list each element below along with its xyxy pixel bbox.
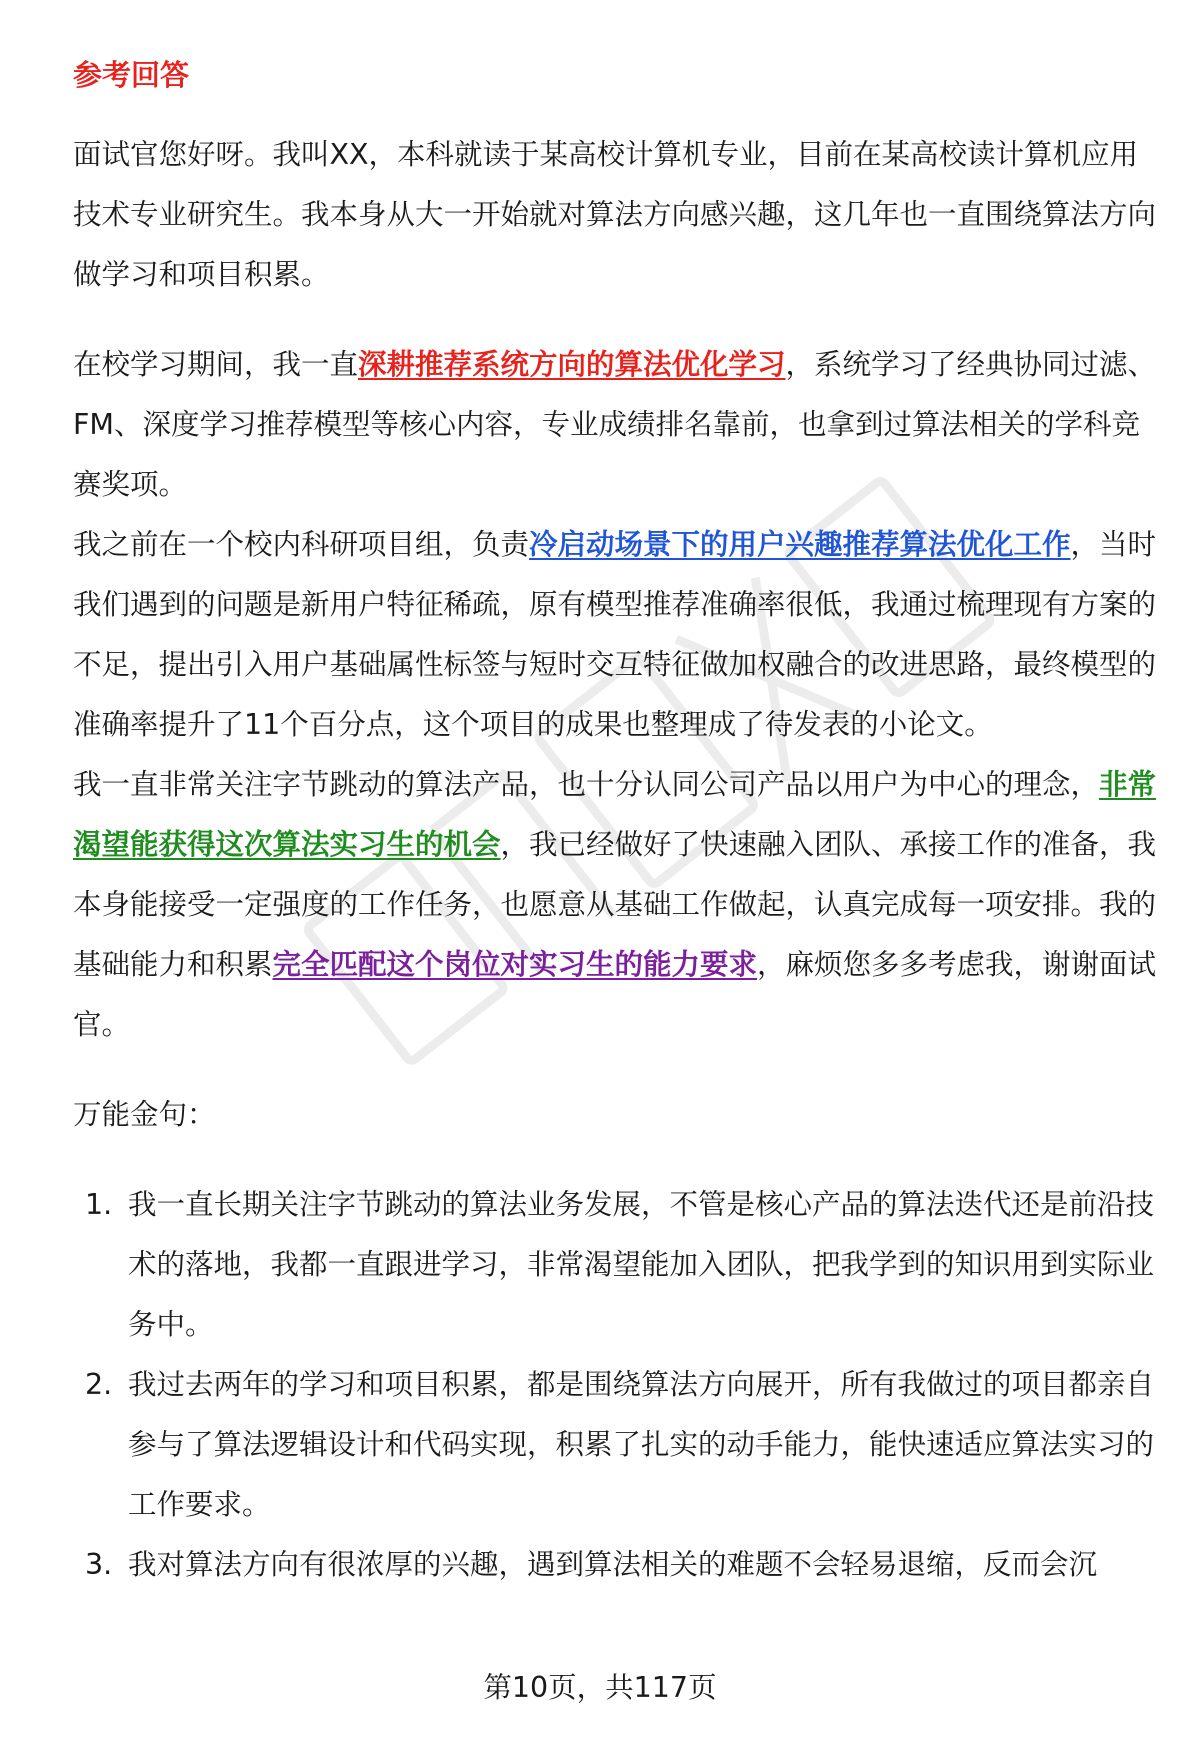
project-paragraph — [73, 515, 1163, 755]
motivation-paragraph — [73, 755, 1163, 1055]
text-segment: ，麻烦您多多考虑我，谢谢面试官。 — [73, 948, 1157, 1041]
golden-list — [73, 1175, 1163, 1595]
highlight-red: 深耕推荐系统方向的算法优化学习 — [358, 348, 786, 381]
highlight-purple: 完全匹配这个岗位对实习生的能力要求 — [272, 948, 758, 981]
list-number: 2. — [85, 1368, 113, 1401]
golden-title: 万能金句： — [73, 1098, 216, 1131]
list-item — [73, 1535, 1163, 1595]
list-text: 我过去两年的学习和项目积累，都是围绕算法方向展开，所有我做过的项目都亲自参与了算法逻辑设计和代码实现，积累了扎实的动手能力，能快速适应算法实习的工作要求。 — [128, 1368, 1155, 1521]
list-item — [73, 1175, 1163, 1355]
study-paragraph — [73, 335, 1163, 515]
list-text: 我对算法方向有很浓厚的兴趣，遇到算法相关的难题不会轻易退缩，反而会沉 — [128, 1548, 1098, 1581]
text-segment: ，当时我们遇到的问题是新用户特征稀疏，原有模型推荐准确率很低，我通过梳理现有方案的不足，提出引入用户基础属性标签与短时交互特征做加权融合的改进思路，最终模型的准确率提升了11个百分点，这个项目的成果也整理成了待发表的小论文。 — [73, 528, 1157, 741]
list-number: 3. — [85, 1548, 113, 1581]
text-segment: 我一直非常关注字节跳动的算法产品，也十分认同公司产品以用户为中心的理念， — [73, 768, 1100, 801]
text-segment: 我之前在一个校内科研项目组，负责 — [73, 528, 530, 561]
text-segment: 在校学习期间，我一直 — [73, 348, 359, 381]
section-heading: 参考回答 — [73, 58, 190, 92]
list-text: 我一直长期关注字节跳动的算法业务发展，不管是核心产品的算法迭代还是前沿技术的落地，我都一直跟进学习，非常渴望能加入团队，把我学到的知识用到实际业务中。 — [128, 1188, 1155, 1341]
intro-paragraph: 面试官您好呀。我叫XX，本科就读于某高校计算机专业，目前在某高校读计算机应用技术专业研究生。我本身从大一开始就对算法方向感兴趣，这几年也一直围绕算法方向做学习和项目积累。 — [73, 138, 1157, 291]
list-number: 1. — [85, 1188, 113, 1221]
highlight-green: 非常渴望能获得这次算法实习生的机会 — [73, 768, 1157, 861]
document-body — [73, 55, 1163, 1595]
text-segment: ，系统学习了经典协同过滤、FM、深度学习推荐模型等核心内容，专业成绩排名靠前，也拿到过算法相关的学科竞赛奖项。 — [73, 348, 1157, 501]
highlight-blue: 冷启动场景下的用户兴趣推荐算法优化工作 — [529, 528, 1071, 561]
text-segment: ，我已经做好了快速融入团队、承接工作的准备，我本身能接受一定强度的工作任务，也愿意从基础工作做起，认真完成每一项安排。我的基础能力和积累 — [73, 828, 1157, 981]
list-item — [73, 1355, 1163, 1535]
page-number: 第10页，共117页 — [483, 1671, 717, 1704]
